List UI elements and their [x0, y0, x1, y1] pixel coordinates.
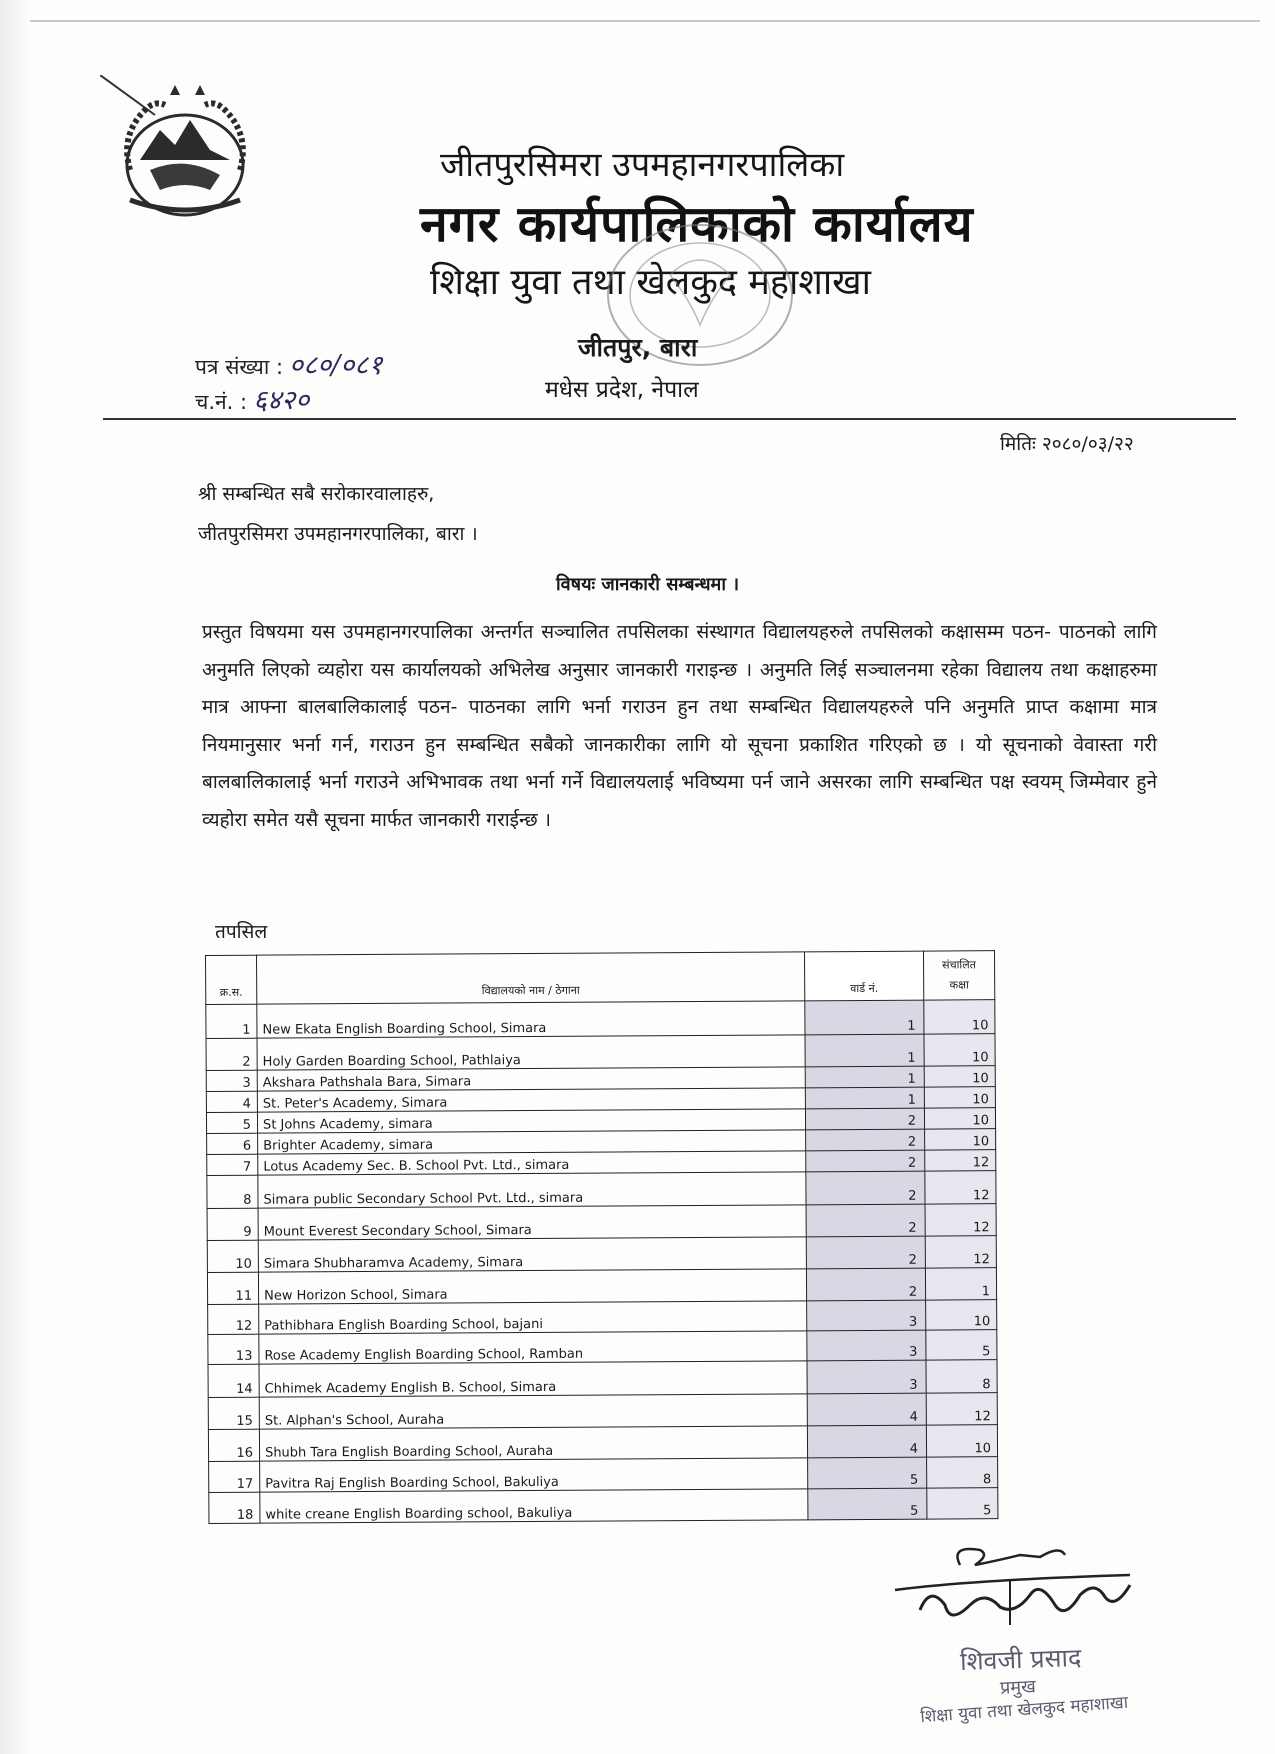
row-ward: 4	[807, 1425, 926, 1458]
row-grade: 10	[924, 1087, 995, 1108]
row-serial: 6	[207, 1133, 258, 1154]
addressee-line-2: जीतपुरसिमरा उपमहानगरपालिका, बारा ।	[198, 523, 478, 545]
schools-table	[205, 950, 998, 1524]
row-grade: 10	[924, 1000, 995, 1034]
row-ward: 2	[806, 1268, 925, 1301]
office-name: नगर कार्यपालिकाको कार्यालय	[420, 195, 974, 253]
row-ward: 2	[806, 1129, 925, 1151]
scan-edge	[0, 0, 30, 1754]
row-school-name: Lotus Academy Sec. B. School Pvt. Ltd., simara	[258, 1151, 806, 1175]
addressee-line-1: श्री सम्बन्धित सबै सरोकारवालाहरु,	[198, 483, 435, 505]
row-grade: 10	[924, 1108, 995, 1129]
row-ward: 2	[806, 1204, 925, 1237]
table-row	[209, 1457, 998, 1493]
table-row	[209, 1488, 998, 1524]
table-row	[206, 1034, 995, 1071]
row-serial: 1	[206, 1004, 257, 1038]
row-ward: 3	[807, 1330, 926, 1361]
row-ward: 5	[808, 1457, 927, 1489]
row-school-name: New Ekata English Boarding School, Simara	[257, 1001, 805, 1038]
row-serial: 5	[206, 1112, 257, 1133]
table-row	[207, 1204, 996, 1241]
municipality-name: जीतपुरसिमरा उपमहानगरपालिका	[440, 145, 845, 185]
row-serial: 7	[207, 1154, 258, 1175]
letter-number-value: ०८०/०८१	[289, 350, 383, 381]
row-grade: 12	[926, 1393, 997, 1425]
row-grade: 12	[925, 1204, 996, 1236]
dispatch-number-value: ६४२०	[253, 385, 310, 416]
signatory-title: प्रमुख	[999, 1676, 1037, 1699]
row-grade: 10	[926, 1300, 997, 1330]
header-school-name: विद्यालयको नाम / ठेगाना	[257, 952, 805, 1004]
header-grade	[923, 951, 994, 1000]
table-row	[208, 1330, 997, 1365]
row-school-name: Shubh Tara English Boarding School, Auraha	[259, 1426, 807, 1461]
row-serial: 18	[209, 1492, 260, 1523]
row-school-name: Holy Garden Boarding School, Pathlaiya	[257, 1035, 805, 1070]
letter-body: प्रस्तुत विषयमा यस उपमहानगरपालिका अन्तर्गत सञ्चालित तपसिलका संस्थागत विद्यालयहरुले तपसिलको कक्षासम्म पठन- पाठनको लागि अनुमति लिएको व्यहोरा यस कार्यालयको अभिलेख अनुसार जानकारी गराइन्छ । अनुमति लिई सञ्चालनमा रहेका विद्यालय तथा कक्षाहरुमा मात्र आफ्ना बालबालिकालाई पठन- पाठनका लागि भर्ना गराउन हुन तथा सम्बन्धित विद्यालयहरुले पनि अनुमति प्राप्त कक्षामा मात्र नियमानुसार भर्ना गर्न, गराउन हुन सम्बन्धित सबैको जानकारीका लागि यो सूचना प्रकाशित गरिएको छ । यो सूचनाको वेवास्ता गरी बालबालिकालाई भर्ना गराउने अभिभावक तथा भर्ना गर्ने विद्यालयलाई भविष्यमा पर्न जाने असरका लागि सम्बन्धित पक्ष स्वयम् जिम्मेवार हुने व्यहोरा समेत यसै सूचना मार्फत जानकारी गराईन्छ ।	[202, 621, 1157, 831]
signatory-name: शिवजी प्रसाद	[959, 1642, 1082, 1677]
row-school-name: white creane English Boarding school, Bakuliya	[260, 1489, 808, 1523]
header-grade-line1: संचालित	[942, 958, 977, 972]
row-school-name: Simara Shubharamva Academy, Simara	[258, 1237, 806, 1272]
table-row	[206, 1000, 995, 1039]
row-serial: 16	[208, 1429, 259, 1461]
table-row	[207, 1171, 996, 1209]
letter-date: मितिः २०८०/०३/२२	[1000, 433, 1134, 455]
row-ward: 2	[806, 1171, 925, 1205]
province-address: मधेस प्रदेश, नेपाल	[545, 377, 699, 403]
table-row	[207, 1236, 996, 1273]
row-school-name: Pathibhara English Boarding School, bajani	[259, 1301, 807, 1334]
row-grade: 12	[925, 1150, 996, 1171]
dispatch-number-line	[195, 380, 309, 417]
header-serial: क्र.स.	[206, 955, 257, 1004]
row-grade: 12	[925, 1171, 996, 1204]
tapasil-label: तपसिल	[215, 921, 268, 943]
row-ward: 1	[805, 1000, 924, 1035]
row-grade: 8	[927, 1457, 998, 1488]
row-grade: 10	[924, 1034, 995, 1066]
row-grade: 1	[925, 1268, 996, 1300]
row-grade: 10	[926, 1425, 997, 1457]
row-serial: 13	[208, 1334, 259, 1364]
signature-icon	[890, 1535, 1150, 1655]
letter-number-line	[195, 345, 382, 382]
government-emblem-icon	[100, 75, 270, 225]
city-address: जीतपुर, बारा	[578, 333, 698, 362]
row-serial: 17	[209, 1461, 260, 1492]
row-serial: 12	[208, 1304, 259, 1334]
row-serial: 4	[206, 1091, 257, 1112]
row-serial: 2	[206, 1038, 257, 1070]
row-ward: 2	[806, 1236, 925, 1269]
row-serial: 11	[207, 1272, 258, 1304]
row-serial: 3	[206, 1070, 257, 1091]
row-ward: 4	[807, 1393, 926, 1426]
header-ward: वार्ड नं.	[804, 951, 923, 1001]
row-serial: 10	[207, 1240, 258, 1272]
row-school-name: Brighter Academy, simara	[258, 1130, 806, 1154]
row-serial: 15	[208, 1397, 259, 1429]
row-ward: 1	[805, 1066, 924, 1088]
dispatch-number-label: च.नं. :	[195, 390, 248, 414]
row-ward: 5	[808, 1488, 927, 1520]
letter-number-label: पत्र संख्या :	[195, 355, 284, 379]
row-ward: 1	[805, 1034, 924, 1067]
signatory-department: शिक्षा युवा तथा खेलकुद महाशाखा	[919, 1692, 1129, 1728]
header-divider	[103, 418, 1236, 420]
row-school-name: New Horizon School, Simara	[258, 1269, 806, 1304]
row-school-name: St. Peter's Academy, Simara	[257, 1088, 805, 1112]
row-grade: 10	[925, 1129, 996, 1150]
table-row	[208, 1300, 997, 1335]
row-school-name: Simara public Secondary School Pvt. Ltd., simara	[258, 1172, 806, 1208]
row-school-name: St. Alphan's School, Auraha	[259, 1394, 807, 1429]
row-ward: 3	[807, 1360, 926, 1394]
table-row	[207, 1268, 996, 1305]
table-row	[208, 1425, 997, 1462]
row-serial: 8	[207, 1175, 258, 1208]
row-school-name: Chhimek Academy English B. School, Simara	[259, 1361, 807, 1397]
row-grade: 8	[926, 1360, 997, 1393]
table-header-row	[206, 951, 995, 1005]
row-school-name: Mount Everest Secondary School, Simara	[258, 1205, 806, 1240]
table-row	[208, 1360, 997, 1398]
row-grade: 12	[925, 1236, 996, 1268]
row-school-name: Rose Academy English Boarding School, Ramban	[259, 1331, 807, 1364]
row-serial: 14	[208, 1364, 259, 1397]
scan-top-edge	[30, 20, 1260, 22]
row-ward: 2	[805, 1108, 924, 1130]
row-grade: 5	[927, 1488, 998, 1519]
row-school-name: St Johns Academy, simara	[257, 1109, 805, 1133]
row-serial: 9	[207, 1208, 258, 1240]
table-row	[208, 1393, 997, 1430]
table-body	[206, 1000, 998, 1524]
subject-line: विषयः जानकारी सम्बन्धमा ।	[556, 574, 740, 595]
row-ward: 1	[805, 1087, 924, 1109]
row-school-name: Akshara Pathshala Bara, Simara	[257, 1067, 805, 1091]
row-ward: 3	[807, 1300, 926, 1331]
division-name: शिक्षा युवा तथा खेलकुद महाशाखा	[430, 262, 871, 303]
row-school-name: Pavitra Raj English Boarding School, Bakuliya	[260, 1458, 808, 1492]
row-grade: 5	[926, 1330, 997, 1360]
row-grade: 10	[924, 1066, 995, 1087]
header-grade-line2: कक्षा	[949, 978, 969, 992]
row-ward: 2	[806, 1150, 925, 1172]
